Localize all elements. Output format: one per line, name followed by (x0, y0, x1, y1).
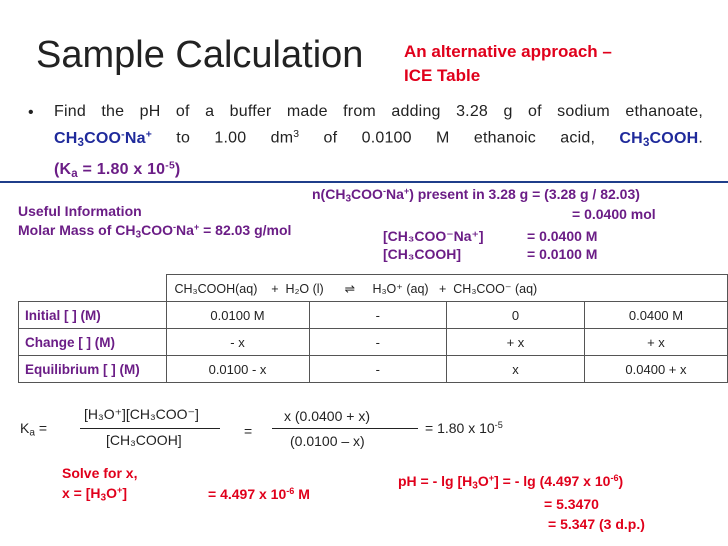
question-line-1: Find the pH of a buffer made from adding 3.28 g of sodium ethanoate, (54, 103, 703, 120)
ethanoate-label: CH₃COO⁻ (aq) (453, 281, 538, 296)
equation-row (19, 275, 728, 302)
ph-line-2: = 5.3470 (544, 496, 599, 512)
alternative-approach-heading (404, 40, 612, 88)
ka-lhs: $K_a$ = (20, 420, 48, 439)
acid-conc-label: [CH₃COOH] (383, 246, 462, 262)
alt-line-1: An alternative approach – (404, 42, 612, 61)
ka-numerator-2: x (0.0400 + x) (284, 408, 370, 424)
ka-numerator: [H₃O⁺][CH₃COO⁻] (84, 406, 199, 422)
molar-mass-line: Molar Mass of $CH_3COO^-Na^+ = 82.03$ g/mol (18, 222, 292, 241)
table-row: Equilibrium [ ] (M) 0.0100 - x - x 0.0400 + x (19, 356, 728, 383)
water-label: H₂O (l) (285, 281, 324, 296)
solve-line-2: $x = [H_3O^+]$ (62, 485, 127, 504)
ph-line-1: pH = - $\lg [H_3O^+]$ = - lg (4.497 x $10^{-6}$) (398, 473, 624, 492)
useful-info-heading: Useful Information (18, 203, 142, 219)
hydronium-label: H₃O⁺ (aq) (372, 281, 429, 296)
salt-conc-label: [CH₃COO⁻Na⁺] (383, 228, 484, 244)
equals-sign: = (244, 423, 253, 439)
bullet-icon: • (28, 104, 34, 121)
solve-line-1: Solve for x, (62, 465, 138, 481)
reactant-label: CH₃COOH(aq) (174, 281, 258, 296)
question-line-3: ($K_a = 1.80$ x $10^{-5}$) (54, 160, 181, 181)
ph-line-3: = 5.347 (3 d.p.) (548, 516, 645, 532)
moles-line-1: $n(CH_3COO^-Na^+)$ present in 3.28 g = (3.28 g / 82.03) (312, 186, 640, 205)
solve-value: = 4.497 x $10^{-6}$ M (208, 486, 310, 502)
acid-conc-value: = 0.0100 M (527, 246, 598, 262)
equilibrium-arrow-icon: ⇌ (344, 281, 356, 296)
ka-result: = 1.80 x $10^{-5}$ (425, 420, 503, 436)
alt-line-2: ICE Table (404, 66, 481, 85)
table-row: Change [ ] (M) - x - + x + x (19, 329, 728, 356)
fraction-bar-2 (272, 428, 418, 429)
ka-denominator-2: (0.0100 – x) (290, 433, 365, 449)
table-row: Initial [ ] (M) 0.0100 M - 0 0.0400 M (19, 302, 728, 329)
equation-cell: CH₃COOH(aq) + H₂O (l) ⇌ H₃O⁺ (aq) + CH₃COO⁻ (aq) (166, 275, 728, 302)
ka-denominator: [CH₃COOH] (106, 432, 182, 448)
page-title: Sample Calculation (36, 34, 364, 76)
question-line-2: $CH_3COO^-Na^+$ to 1.00 $dm^3$ of 0.0100 M ethanoic acid, $CH_3COOH$. (54, 129, 704, 149)
ice-table (18, 274, 728, 383)
divider (0, 181, 728, 183)
moles-line-2: = 0.0400 mol (572, 206, 656, 222)
question-text (54, 100, 703, 186)
fraction-bar (80, 428, 220, 429)
salt-conc-value: = 0.0400 M (527, 228, 598, 244)
